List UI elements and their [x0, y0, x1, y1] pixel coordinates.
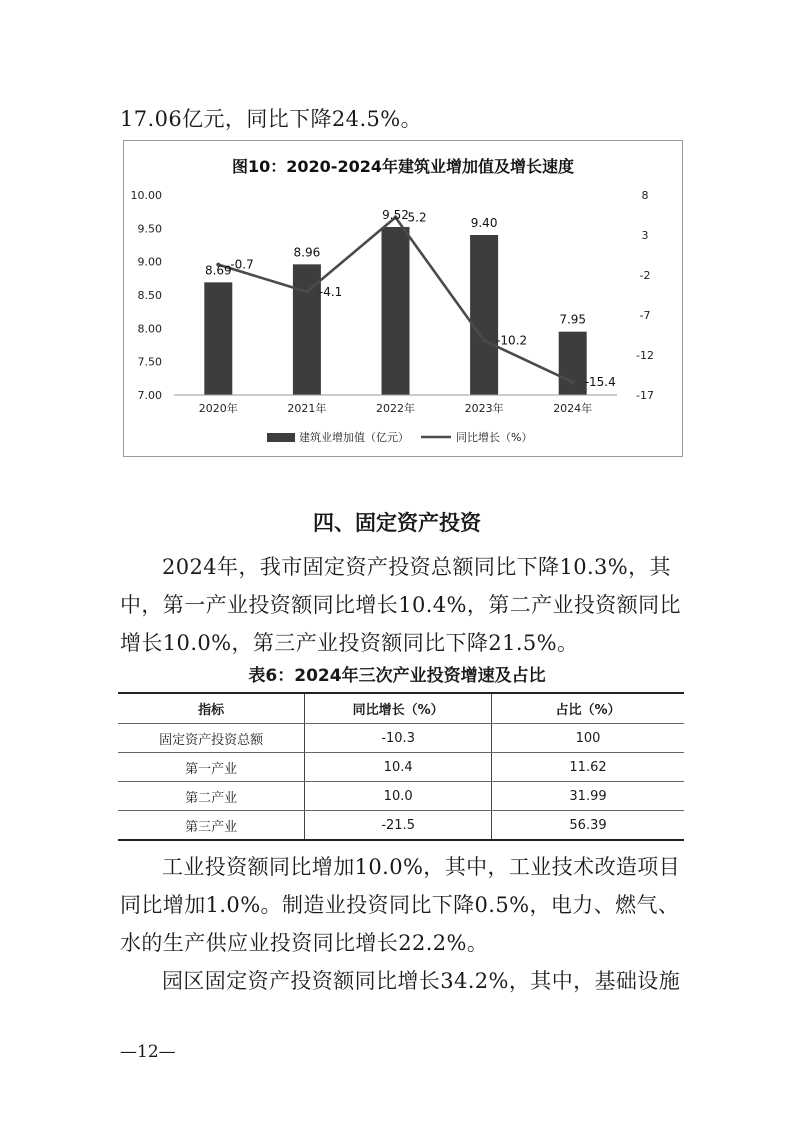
y-left-tick-label: 7.00: [137, 389, 162, 402]
table-header-row: [118, 693, 684, 724]
investment-table: [118, 692, 684, 841]
growth-value-label: -15.4: [584, 375, 616, 390]
table-cell: 10.4: [305, 753, 492, 782]
x-tick-label: 2020年: [198, 402, 238, 415]
bar: [559, 332, 587, 395]
table-cell: 第二产业: [118, 782, 305, 811]
y-left-tick-label: 9.50: [137, 222, 162, 236]
y-left-tick-label: 10.00: [130, 189, 162, 202]
growth-point: [571, 380, 575, 384]
table-cell: 56.39: [492, 811, 684, 841]
legend-bar-swatch: [267, 433, 295, 442]
table-row: [118, 724, 684, 753]
x-tick-label: 2023年: [464, 402, 504, 415]
y-right-tick-label: 8: [641, 189, 649, 202]
bar-value-label: 8.96: [293, 245, 321, 260]
y-right-tick-label: -7: [639, 309, 651, 322]
chart-svg: [124, 141, 682, 456]
y-left-tick-label: 8.00: [137, 322, 162, 336]
y-left-tick-label: 8.50: [137, 289, 162, 302]
y-left-tick-label: 9.00: [137, 255, 162, 269]
table-header-growth: 同比增长（%）: [305, 693, 492, 724]
y-right-tick-label: -17: [636, 389, 654, 402]
growth-point: [482, 339, 486, 343]
table-caption: 表6：2024年三次产业投资增速及占比: [248, 666, 546, 686]
page-number: —12—: [120, 1042, 176, 1062]
legend-bar-label: 建筑业增加值（亿元）: [299, 431, 409, 444]
growth-value-label: 5.2: [407, 210, 427, 225]
table-cell: 100: [492, 724, 684, 753]
bar: [382, 227, 410, 395]
x-tick-label: 2022年: [376, 402, 415, 415]
section-heading-fixed-investment: 四、固定资产投资: [313, 511, 481, 535]
intro-paragraph-tail: 17.06亿元，同比下降24.5%。: [120, 107, 423, 131]
bar-value-label: 9.52: [382, 208, 409, 222]
bar-value-label: 8.69: [204, 263, 232, 278]
legend-line-label: 同比增长（%）: [456, 431, 533, 444]
table-cell: 固定资产投资总额: [118, 724, 305, 753]
y-left-tick-label: 7.50: [137, 355, 162, 369]
table-row: [118, 753, 684, 782]
bar: [470, 235, 498, 395]
bar: [204, 282, 232, 395]
x-tick-label: 2024年: [553, 402, 593, 415]
table-header-indicator: 指标: [118, 693, 305, 724]
growth-point: [305, 290, 309, 294]
section4-paragraph-1: 2024年，我市固定资产投资总额同比下降10.3%，其中，第一产业投资额同比增长10.4%，第二产业投资额同比增长10.0%，第三产业投资额同比下降21.5%。: [120, 555, 681, 655]
table-row: [118, 782, 684, 811]
x-tick-label: 2021年: [287, 402, 327, 415]
table-cell: 第一产业: [118, 753, 305, 782]
growth-value-label: -10.2: [496, 333, 528, 348]
section4-paragraph-3: 园区固定资产投资额同比增长34.2%，其中，基础设施: [162, 969, 681, 993]
bar-value-label: 9.40: [470, 216, 498, 230]
table-cell: -21.5: [305, 811, 492, 841]
table-cell: 11.62: [492, 753, 684, 782]
bar-value-label: 7.95: [559, 312, 587, 327]
table-cell: -10.3: [305, 724, 492, 753]
table-cell: 第三产业: [118, 811, 305, 841]
chart-construction-value-growth: [123, 140, 683, 457]
table-row: [118, 811, 684, 841]
growth-value-label: -0.7: [230, 257, 254, 272]
growth-value-label: -4.1: [318, 284, 343, 299]
section4-paragraph-2: 工业投资额同比增加10.0%，其中，工业技术改造项目同比增加1.0%。制造业投资同比下降0.5%，电力、燃气、水的生产供应业投资同比增长22.2%。: [120, 855, 681, 955]
y-right-tick-label: -2: [639, 269, 651, 282]
table-cell: 10.0: [305, 782, 492, 811]
chart-title: 图10：2020-2024年建筑业增加值及增长速度: [232, 157, 574, 176]
table-header-share: 占比（%）: [492, 693, 684, 724]
y-right-tick-label: -12: [636, 349, 654, 362]
table-cell: 31.99: [492, 782, 684, 811]
y-right-tick-label: 3: [641, 229, 649, 242]
